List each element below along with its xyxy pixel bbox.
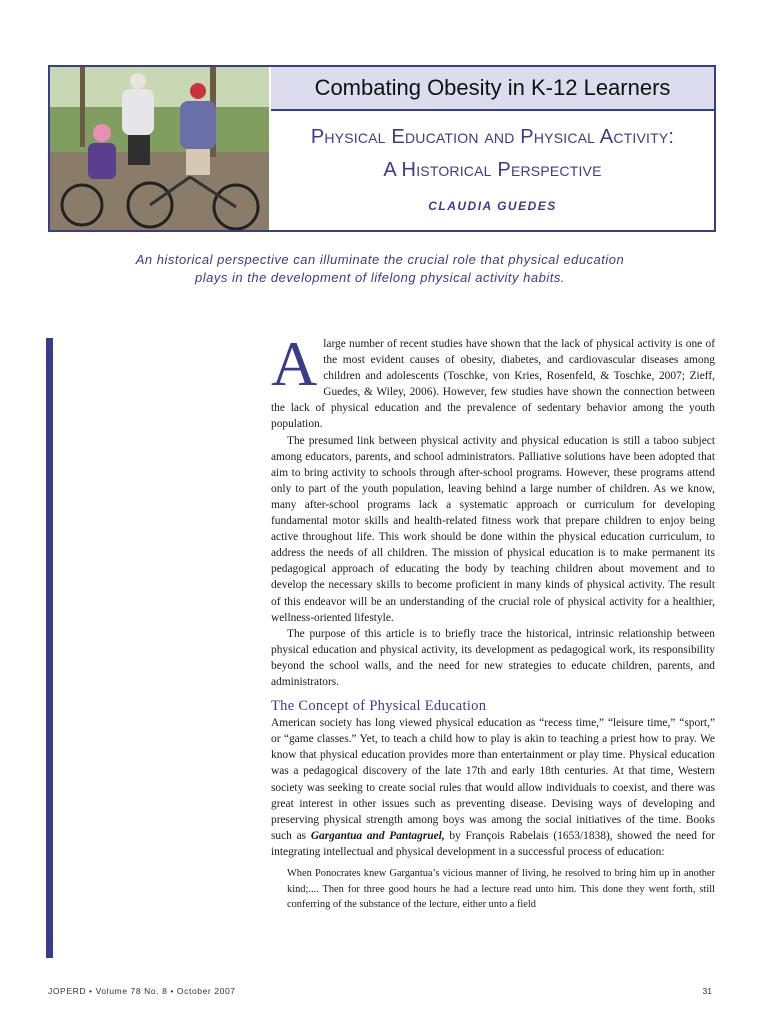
article-body [271,328,715,913]
paragraph-4-text-a: American society has long viewed physical education as “recess time,” “leisure time,” “sport,” or “game classes.” Yet, to teach a child how to play is akin to teaching a priest how to pray. We know that physical education provides more than entertainment or play time. Physical education was a pedagogical discovery of the late 17th and early 18th centuries. At that time, Western society was seeking to create social rules that would allow individuals to coexist, and there was great interest in other issues such as preventing disease. Devising ways of developing and preserving physical strength among boys was among the social initiatives of the time. Books such as [271,717,715,842]
title-area [271,111,714,230]
family-cycling-photo [50,67,269,230]
page-number: 31 [702,986,712,996]
footer-journal-info: JOPERD • Volume 78 No. 8 • October 2007 [48,986,236,996]
deck-line2: plays in the development of lifelong physical activity habits. [195,270,565,285]
paragraph-1 [271,328,715,433]
series-title: Combating Obesity in K-12 Learners [314,75,671,100]
article-title-line1: Physical Education and Physical Activity: [310,126,675,148]
photo-illustration [50,67,269,230]
series-banner [271,67,714,111]
paragraph-1-text: large number of recent studies have shown that the lack of physical activity is one of the most evident causes of obesity, diabetes, and cardiovascular diseases among children and adolescents (Toschke, von Kries, Rosenfeld, & Toschke, 2007; Zieff, Guedes, & Wiley, 2006). However, few studies have shown the connection between the lack of physical education and the prevalence of sedentary behavior among the youth population. [271,338,715,431]
article-header [48,65,716,232]
article-title-line2: A Historical Perspective [383,159,602,181]
paragraph-3: The purpose of this article is to briefly trace the historical, intrinsic relationship between physical education and physical activity, its development as pedagogical work, its responsibility beyond the school walls, and the need for new strategies to educate children, parents, and administrators. [271,627,715,688]
author-name: CLAUDIA GUEDES [428,199,557,213]
deck-line1: An historical perspective can illuminate the crucial role that physical education [135,252,625,267]
drop-cap: A [271,328,318,399]
book-title: Gargantua and Pantagruel, [310,829,445,842]
paragraph-2: The presumed link between physical activity and physical education is still a taboo subject among educators, parents, and school administrators. Palliative solutions have been adopted that aim to bring activity to schools through after-school programs. However, these programs attend only to part of the youth population, leaving behind a large number of children. As we know, many after-school programs lack a systematic approach or curriculum for developing fundamental motor skills and health-related fitness work that prepare children to enjoy being active throughout life. This work should be done within the physical education curriculum, to address the needs of all children. The mission of physical education is to make permanent its pedagogical approach of educating the body by teaching children about movement and to develop the necessary skills to become proficient in many kinds of physical activity. The result of this endeavor will be an understanding of the crucial role of physical activity for a healthier, wellness-oriented lifestyle. [271,434,715,624]
article-title [271,121,714,187]
paragraph-4-text-b: by François Rabelais (1653/1838), showed the need for integrating intellectual and physical development in a successful process of education: [271,829,715,858]
article-deck [110,251,650,287]
section-heading: The Concept of Physical Education [271,698,487,715]
block-quote: When Ponocrates knew Gargantua’s vicious manner of living, he resolved to bring him up in another kind;.... Then for three good hours he had a lecture read unto him. This done they went forth, still conferring of the substance of the lecture, either unto a field [287,868,715,910]
paragraph-4 [271,715,715,860]
side-rule [46,338,53,958]
